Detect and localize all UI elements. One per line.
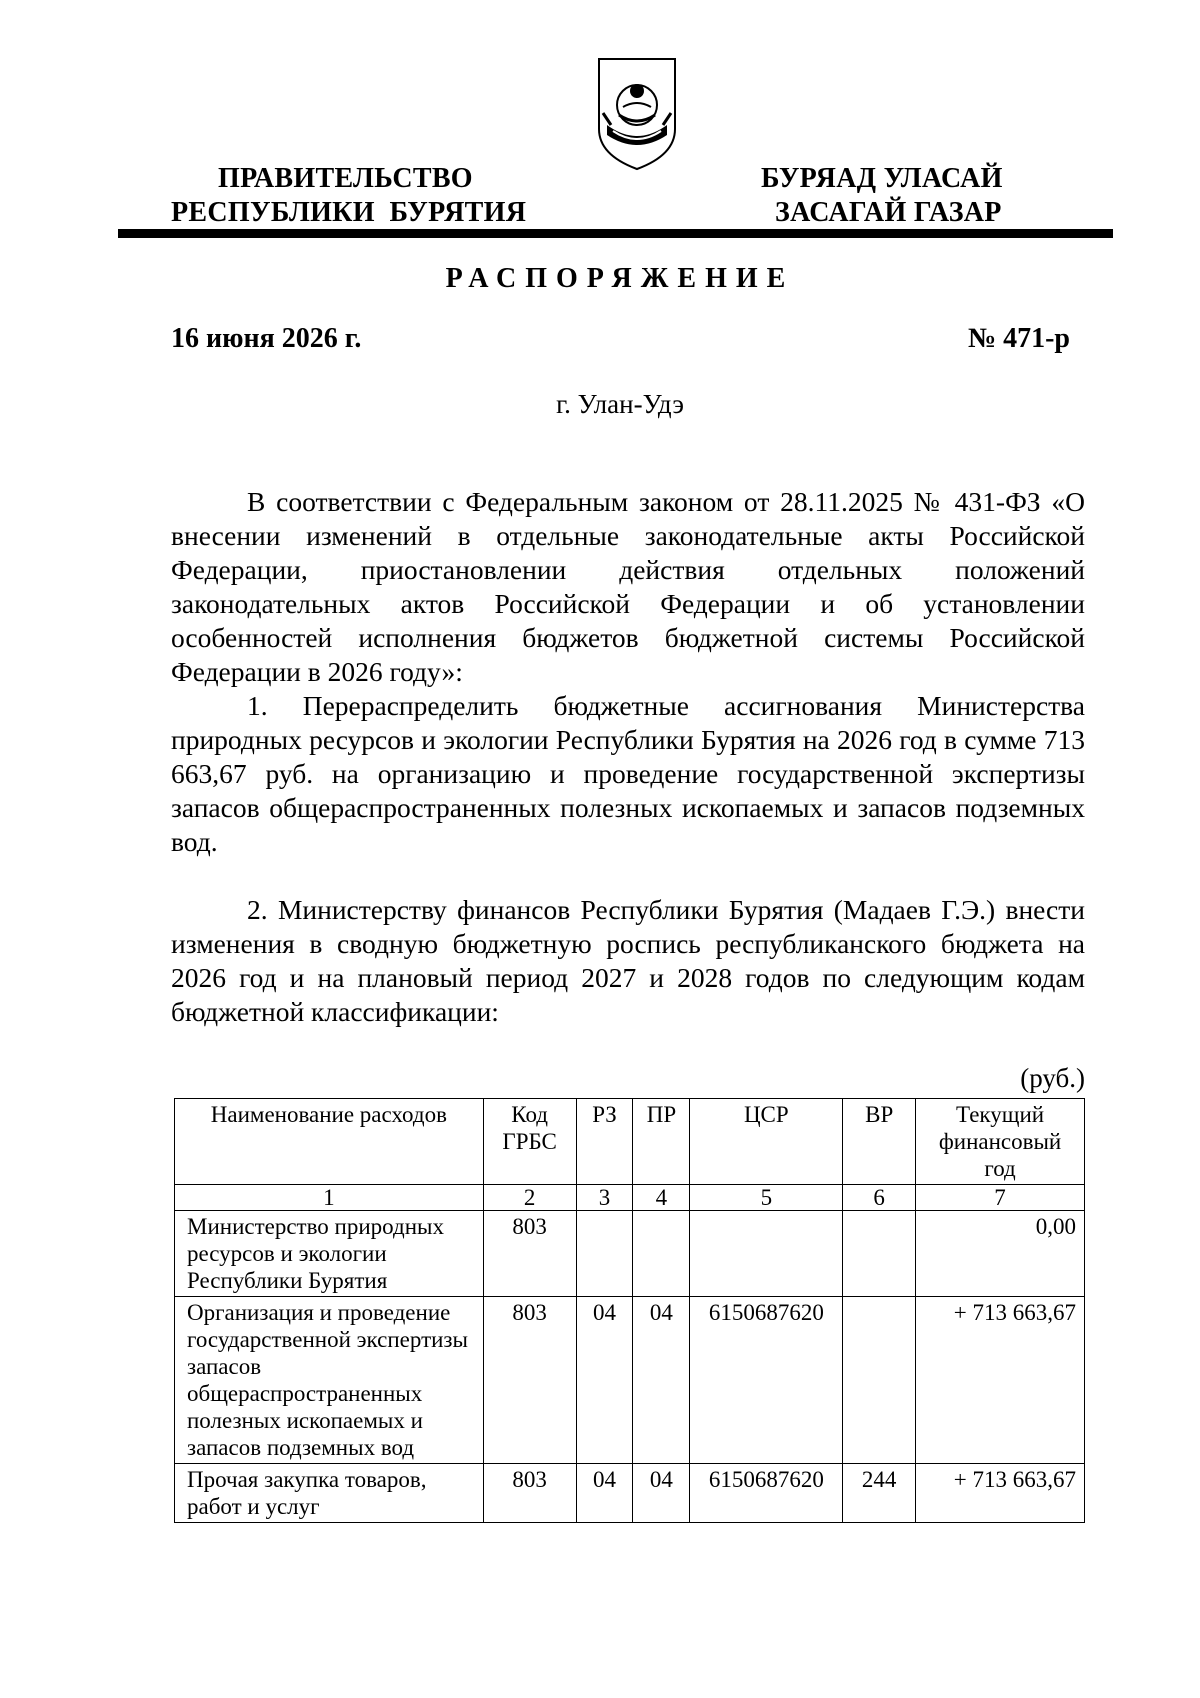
row-amount: 0,00 <box>916 1211 1085 1297</box>
item-1-paragraph <box>171 689 1085 859</box>
header-csr: ЦСР <box>690 1099 843 1185</box>
item-1-text: 1. Перераспределить бюджетные ассигнования Министерства природных ресурсов и экологии Республики Бурятия на 2026 год в сумме 713 663,67 руб. на организацию и проведение государственной экспертизы запасов общераспространенных полезных ископаемых и запасов подземных вод. <box>171 690 1085 857</box>
row-vr: 244 <box>843 1464 916 1523</box>
column-number: 2 <box>483 1185 576 1211</box>
column-number: 6 <box>843 1185 916 1211</box>
row-csr <box>690 1211 843 1297</box>
table-unit-label: (руб.) <box>1020 1063 1085 1093</box>
row-grbs: 803 <box>483 1464 576 1523</box>
item-2-text: 2. Министерству финансов Республики Бурятия (Мадаев Г.Э.) внести изменения в сводную бюджетную роспись республиканского бюджета на 2026 год и на плановый период 2027 и 2028 годов по следующим кодам бюджетной классификации: <box>171 894 1085 1027</box>
header-grbs: Код ГРБС <box>483 1099 576 1185</box>
row-pr: 04 <box>633 1464 690 1523</box>
document-city: г. Улан-Удэ <box>556 389 684 419</box>
header-pr: ПР <box>633 1099 690 1185</box>
row-name: Прочая закупка товаров, работ и услуг <box>175 1464 484 1523</box>
table-row <box>175 1297 1085 1464</box>
preamble-text: В соответствии с Федеральным законом от 28.11.2025 № 431-ФЗ «О внесении изменений в отдельные законодательные акты Российской Федерации, приостановлении действия отдельных положений законодательных актов Российской Федерации и об установлении особенностей исполнения бюджетов бюджетной системы Российской Федерации в 2026 году»: <box>171 486 1085 687</box>
column-number: 4 <box>633 1185 690 1211</box>
row-grbs: 803 <box>483 1297 576 1464</box>
table-header-row <box>175 1099 1085 1185</box>
column-number: 5 <box>690 1185 843 1211</box>
header-left-line1: ПРАВИТЕЛЬСТВО <box>218 163 473 194</box>
column-number: 1 <box>175 1185 484 1211</box>
header-name: Наименование расходов <box>175 1099 484 1185</box>
row-name: Организация и проведение государственной экспертизы запасов общераспространенных полезных ископаемых и запасов подземных вод <box>175 1297 484 1464</box>
column-number: 3 <box>576 1185 633 1211</box>
row-amount: + 713 663,67 <box>916 1464 1085 1523</box>
header-rz: РЗ <box>576 1099 633 1185</box>
preamble-paragraph <box>171 485 1085 689</box>
document-date: 16 июня 2026 г. <box>171 323 362 354</box>
row-vr <box>843 1297 916 1464</box>
row-amount: + 713 663,67 <box>916 1297 1085 1464</box>
row-csr: 6150687620 <box>690 1297 843 1464</box>
table-row <box>175 1211 1085 1297</box>
header-left-line2: РЕСПУБЛИКИ БУРЯТИЯ <box>171 197 527 228</box>
header-divider <box>118 229 1113 238</box>
item-2-paragraph <box>171 893 1085 1029</box>
table-row <box>175 1464 1085 1523</box>
row-pr <box>633 1211 690 1297</box>
row-rz <box>576 1211 633 1297</box>
budget-table <box>174 1098 1085 1523</box>
column-number: 7 <box>916 1185 1085 1211</box>
row-rz: 04 <box>576 1297 633 1464</box>
header-current-year: Текущий финансовый год <box>916 1099 1085 1185</box>
coat-of-arms-icon <box>593 55 681 173</box>
header-vr: ВР <box>843 1099 916 1185</box>
row-csr: 6150687620 <box>690 1464 843 1523</box>
header-right-line2: ЗАСАГАЙ ГАЗАР <box>775 197 1002 228</box>
row-pr: 04 <box>633 1297 690 1464</box>
table-column-numbers-row <box>175 1185 1085 1211</box>
row-rz: 04 <box>576 1464 633 1523</box>
document-title: РАСПОРЯЖЕНИЕ <box>445 263 795 294</box>
document-number: № 471-р <box>967 323 1070 354</box>
row-vr <box>843 1211 916 1297</box>
row-name: Министерство природных ресурсов и экологии Республики Бурятия <box>175 1211 484 1297</box>
row-grbs: 803 <box>483 1211 576 1297</box>
header-right-line1: БУРЯАД УЛАСАЙ <box>761 163 1003 194</box>
